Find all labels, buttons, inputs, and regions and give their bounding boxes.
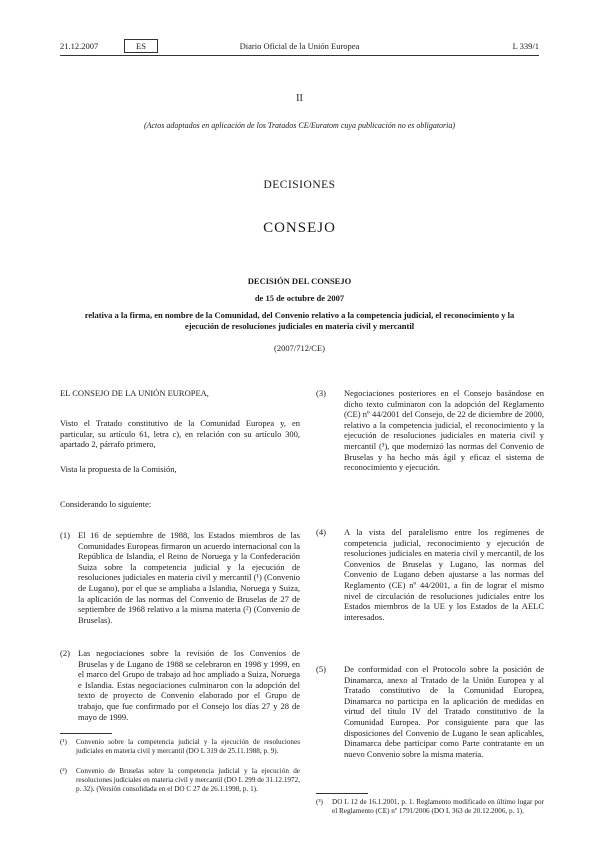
section-roman: II bbox=[296, 93, 303, 104]
footnote-number: (²) bbox=[60, 767, 67, 775]
recital-text: De conformidad con el Protocolo sobre la posición de Dinamarca, anexo al Tratado de la Unión Europea y al Tratado constitutivo de la Comunidad Europea, Dinamarca no participa en la aplicación de medidas en virtud del título IV del Tratado constitutivo de la Comunidad Europea. Por consiguiente para que las disposiciones del Convenio de Lugano le sean aplicables, Dinamarca debe participar como Parte contratante en un nuevo Convenio sobre la misma materia. bbox=[344, 664, 544, 759]
opening-formula: EL CONSEJO DE LA UNIÓN EUROPEA, bbox=[60, 388, 209, 398]
recital-number: (1) bbox=[60, 530, 70, 540]
recital-text: Las negociaciones sobre la revisión de los Convenios de Bruselas y de Lugano de 1988 se celebraron en 1998 y 1999, en el marco del Grupo de trabajo ad hoc ampliado a Suiza, Noruega e Islandia. Estas negociaciones culminaron con la adopción del texto de proyecto de Convenio elaborado por el Grupo de trabajo, que fue confirmado por el Consejo los días 27 y 28 de mayo de 1999. bbox=[78, 648, 300, 722]
decision-title: DECISIÓN DEL CONSEJO bbox=[247, 276, 352, 286]
decision-subject: relativa a la firma, en nombre de la Comunidad, del Convenio relativo a la competencia judicial, el reconocimiento y la ejecución de resoluciones judiciales en materia civil y mercantil bbox=[84, 310, 515, 331]
recital-number: (2) bbox=[60, 648, 70, 658]
footnote-number: (¹) bbox=[60, 738, 67, 746]
language-badge: ES bbox=[124, 39, 158, 53]
footnote-text: DO L 12 de 16.1.2001, p. 1. Reglamento modificado en último lugar por el Reglamento (CE) nº 1791/2006 (DO L 363 de 20.12.2006, p. 1). bbox=[332, 798, 544, 815]
decision-date: de 15 de octubre de 2007 bbox=[254, 293, 345, 303]
journal-title: Diario Oficial de la Unión Europea bbox=[239, 41, 360, 51]
decision-reference: (2007/712/CE) bbox=[274, 343, 325, 353]
footnote-divider bbox=[316, 793, 368, 794]
footnote-text: Convenio de Bruselas sobre la competencia judicial y la ejecución de resoluciones judiciales en materia civil y mercantil (DO L 299 de 31.12.1972, p. 32). (Versión consolidada en el DO C 27 de 26.1.1998, p. 1). bbox=[76, 767, 300, 793]
footnote-text: Convenio sobre la competencia judicial y la ejecución de resoluciones judiciales en materia civil y mercantil (DO L 319 de 25.11.1988, p. 9). bbox=[76, 738, 300, 755]
acts-note: (Actos adoptados en aplicación de los Tratados CE/Euratom cuya publicación no es obligatoria) bbox=[143, 121, 456, 130]
propuesta-paragraph: Vista la propuesta de la Comisión, bbox=[60, 464, 177, 474]
institution-heading: CONSEJO bbox=[263, 220, 336, 236]
recital-number: (3) bbox=[316, 388, 326, 398]
page-reference: L 339/1 bbox=[512, 41, 539, 51]
page-header bbox=[0, 0, 599, 60]
category-heading: DECISIONES bbox=[263, 179, 336, 191]
considerando-paragraph: Considerando lo siguiente: bbox=[60, 499, 152, 509]
recital-number: (5) bbox=[316, 664, 326, 674]
recital-text: El 16 de septiembre de 1988, los Estados miembros de las Comunidades Europeas firmaron un acuerdo internacional con la República de Islandia, el Reino de Noruega y la Confederación Suiza sobre la competencia judicial y la ejecución de resoluciones judiciales en materia civil y mercantil (¹) (Convenio de Lugano), por el que se ampliaba a Islandia, Noruega y Suiza, la aplicación de las normas del Convenio de Bruselas de 27 de septiembre de 1968 relativo a la misma materia (²) (Convenio de Bruselas). bbox=[78, 530, 300, 625]
visto-paragraph: Visto el Tratado constitutivo de la Comunidad Europea y, en particular, su artículo 61, letra c), en relación con su artículo 300, apartado 2, párrafo primero, bbox=[60, 418, 300, 450]
header-date: 21.12.2007 bbox=[60, 41, 99, 51]
header-divider bbox=[60, 55, 539, 56]
footnote-divider bbox=[60, 733, 112, 734]
recital-text: Negociaciones posteriores en el Consejo basándose en dicho texto culminaron con la adopción del Reglamento (CE) nº 44/2001 del Consejo, de 22 de diciembre de 2000, relativo a la competencia judicial, el reconocimiento y la ejecución de resoluciones judiciales en materia civil y mercantil (³), que modernizó las normas del Convenio de Bruselas y ha hecho más ágil y eficaz el sistema de reconocimiento y ejecución. bbox=[344, 388, 544, 473]
footnote-number: (³) bbox=[316, 798, 323, 806]
recital-text: A la vista del paralelismo entre los regímenes de competencia judicial, reconocimiento y ejecución de resoluciones judiciales en materia civil y mercantil, de los Convenios de Bruselas y Lugano, las normas del Convenio de Lugano deben ajustarse a las normas del Reglamento (CE) nº 44/2001, a fin de lograr el mismo nivel de circulación de resoluciones judiciales entre los Estados miembros de la UE y los Estados de la AELC interesados. bbox=[344, 527, 544, 622]
recital-number: (4) bbox=[316, 527, 326, 537]
